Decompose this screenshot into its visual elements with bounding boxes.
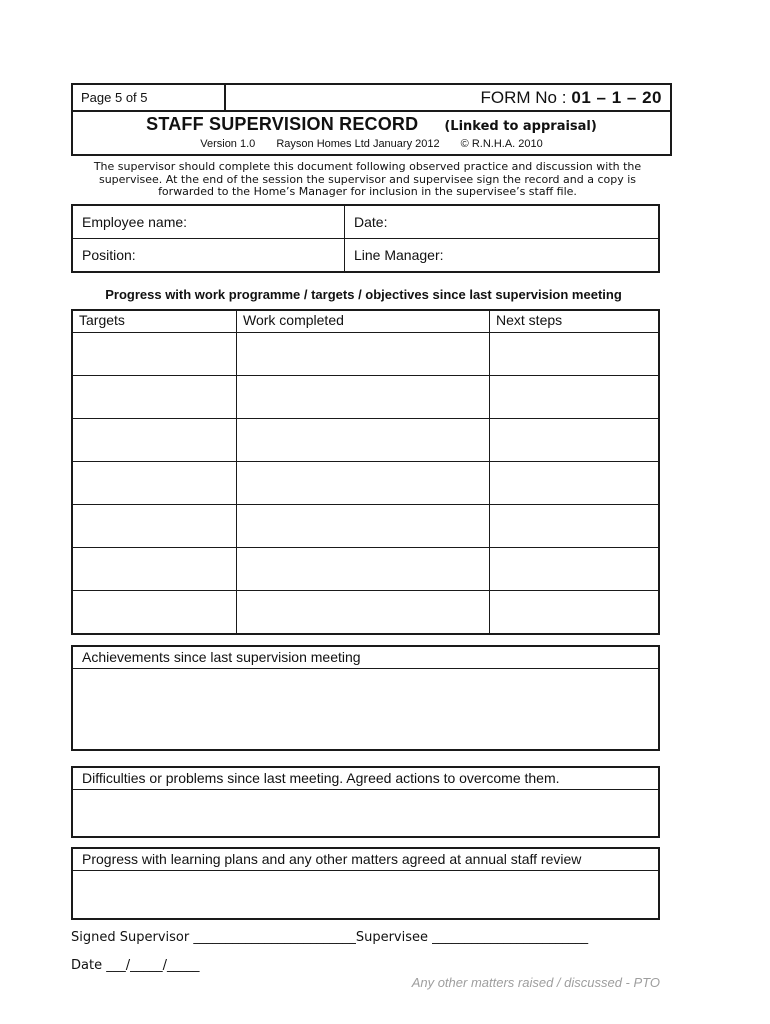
- page-number-cell: [73, 85, 226, 110]
- table-cell-empty[interactable]: [73, 462, 237, 504]
- table-cell-empty[interactable]: [237, 505, 490, 547]
- table-cell-empty[interactable]: [490, 548, 658, 590]
- table-row: [73, 547, 658, 590]
- header-top-row: [73, 85, 670, 112]
- progress-table-heading: Progress with work programme / targets / objectives since last supervision meeting: [105, 287, 622, 303]
- position-field[interactable]: [73, 239, 345, 271]
- achievements-section: [71, 645, 660, 751]
- column-header-targets: Targets: [73, 311, 237, 332]
- table-cell-empty[interactable]: [237, 376, 490, 418]
- progress-table-header-row: [73, 311, 658, 333]
- table-row: [73, 504, 658, 547]
- table-cell-empty[interactable]: [237, 548, 490, 590]
- signature-date-line[interactable]: ___/_____/_____: [106, 958, 200, 974]
- progress-table-body: [73, 333, 658, 633]
- table-row: [73, 461, 658, 504]
- table-cell-empty[interactable]: [73, 591, 237, 633]
- date-field[interactable]: [345, 206, 658, 238]
- table-cell-empty[interactable]: [237, 333, 490, 375]
- table-cell-empty[interactable]: [237, 419, 490, 461]
- achievements-input-area[interactable]: [73, 669, 658, 749]
- signature-row: [71, 930, 663, 945]
- table-cell-empty[interactable]: [237, 591, 490, 633]
- table-cell-empty[interactable]: [237, 462, 490, 504]
- difficulties-title: Difficulties or problems since last meeting. Agreed actions to overcome them.: [73, 768, 658, 790]
- learning-plans-title: Progress with learning plans and any other matters agreed at annual staff review: [73, 849, 658, 871]
- column-header-next-steps: Next steps: [496, 312, 563, 329]
- progress-table: [71, 309, 660, 635]
- line-manager-field[interactable]: [345, 239, 658, 271]
- signature-date-label: Date: [71, 958, 103, 974]
- page-title: STAFF SUPERVISION RECORD: [146, 114, 419, 134]
- table-cell-empty[interactable]: [73, 333, 237, 375]
- learning-plans-input-area[interactable]: [73, 871, 658, 918]
- table-cell-empty[interactable]: [490, 376, 658, 418]
- form-no-label: FORM No :: [480, 87, 567, 107]
- supervisee-signature-line[interactable]: ________________________: [432, 930, 589, 946]
- version-label: Version 1.0: [200, 138, 256, 150]
- table-row: [73, 375, 658, 418]
- employee-name-label: Employee name:: [82, 214, 188, 231]
- table-cell-empty[interactable]: [490, 333, 658, 375]
- pto-footer-note: Any other matters raised / discussed - PTO: [411, 975, 660, 991]
- page-number-label: Page 5 of 5: [81, 90, 148, 105]
- line-manager-label: Line Manager:: [354, 247, 444, 264]
- table-cell-empty[interactable]: [73, 419, 237, 461]
- table-cell-empty[interactable]: [490, 505, 658, 547]
- instructions-paragraph: The supervisor should complete this document following observed practice and discussion with the supervisee. At the end of the session the supervisor and supervisee sign the record and a copy is forwarded to the Home’s Manager for inclusion in the supervisee’s staff file.: [93, 160, 642, 199]
- header-title-row: [73, 112, 670, 154]
- copyright-label: © R.N.H.A. 2010: [460, 138, 543, 150]
- supervisor-signature-line[interactable]: _________________________: [193, 930, 356, 946]
- difficulties-section: [71, 766, 660, 838]
- details-row-1: [73, 206, 658, 238]
- table-cell-empty[interactable]: [73, 376, 237, 418]
- table-row: [73, 333, 658, 375]
- page-title-suffix: (Linked to appraisal): [444, 119, 597, 134]
- form-header: [71, 83, 672, 156]
- form-no-value: 01 – 1 – 20: [571, 87, 662, 107]
- table-cell-empty[interactable]: [73, 548, 237, 590]
- learning-plans-section: [71, 847, 660, 920]
- table-cell-empty[interactable]: [490, 419, 658, 461]
- form-number-cell: [226, 85, 670, 110]
- table-cell-empty[interactable]: [73, 505, 237, 547]
- employee-name-field[interactable]: [73, 206, 345, 238]
- column-header-work-completed: Work completed: [237, 311, 490, 332]
- achievements-title: Achievements since last supervision meeting: [73, 647, 658, 669]
- table-cell-empty[interactable]: [490, 591, 658, 633]
- issuer-label: Rayson Homes Ltd January 2012: [276, 138, 440, 150]
- date-label: Date:: [354, 214, 388, 231]
- table-row: [73, 590, 658, 633]
- version-line: [73, 138, 670, 150]
- supervisee-label: Supervisee: [355, 930, 429, 946]
- signed-supervisor-label: Signed Supervisor: [71, 930, 190, 946]
- date-row: [71, 958, 663, 973]
- table-cell-empty[interactable]: [490, 462, 658, 504]
- difficulties-input-area[interactable]: [73, 790, 658, 836]
- table-row: [73, 418, 658, 461]
- details-table: [71, 204, 660, 273]
- position-label: Position:: [82, 247, 136, 264]
- details-row-2: [73, 238, 658, 271]
